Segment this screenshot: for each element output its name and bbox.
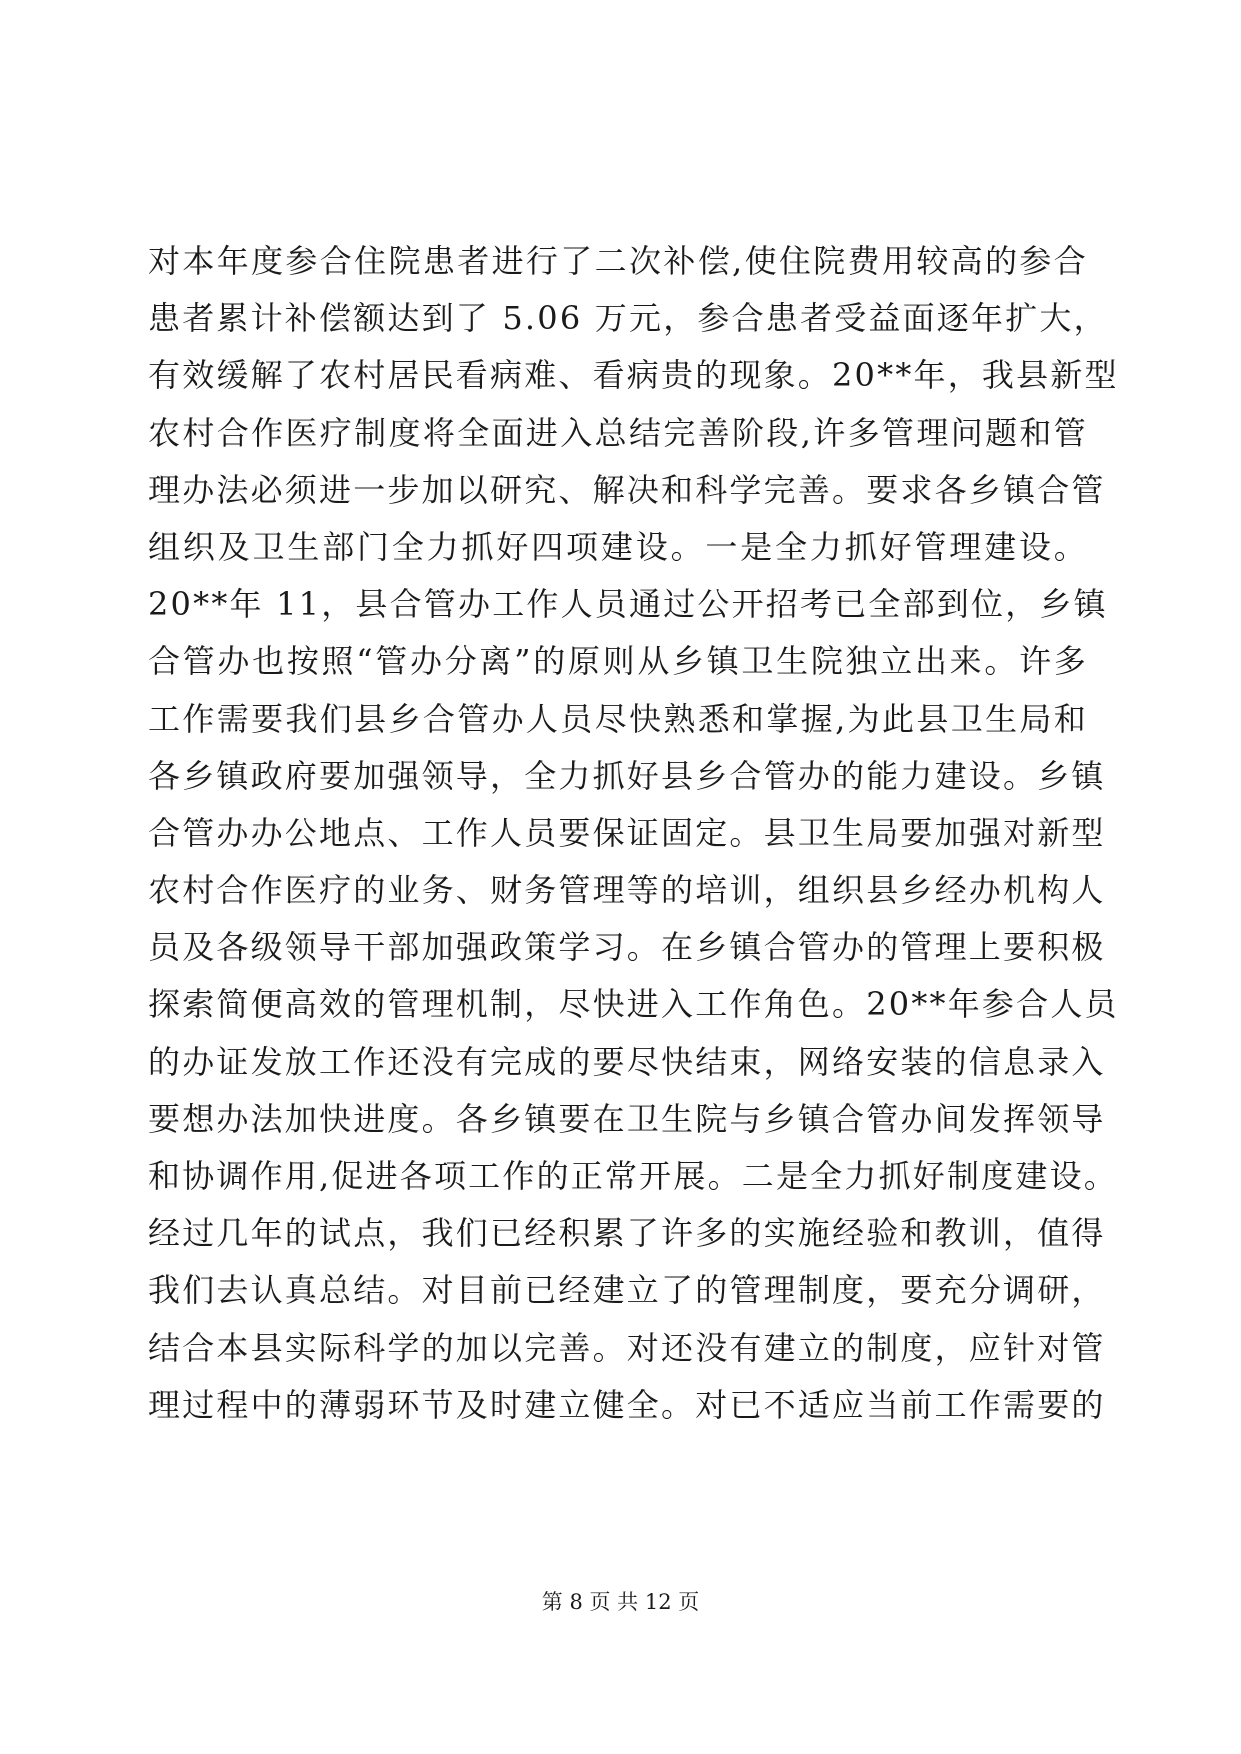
text-line: 合管办办公地点、工作人员要保证固定。县卫生局要加强对新型: [148, 813, 1106, 852]
text-line: 各乡镇政府要加强领导，全力抓好县乡合管办的能力建设。乡镇: [148, 756, 1106, 795]
text-line: 探索简便高效的管理机制，尽快进入工作角色。20**年参合人员: [148, 985, 1119, 1024]
text-line: 理过程中的薄弱环节及时建立健全。对已不适应当前工作需要的: [148, 1385, 1106, 1424]
text-line: 结合本县实际科学的加以完善。对还没有建立的制度，应针对管: [148, 1328, 1106, 1367]
text-line: 农村合作医疗制度将全面进入总结完善阶段,许多管理问题和管: [148, 413, 1088, 452]
text-line: 对本年度参合住院患者进行了二次补偿,使住院费用较高的参合: [148, 242, 1088, 280]
text-line: 经过几年的试点，我们已经积累了许多的实施经验和教训，值得: [148, 1214, 1106, 1253]
text-line: 我们去认真总结。对目前已经建立了的管理制度，要充分调研，: [148, 1271, 1106, 1310]
text-line: 要想办法加快进度。各乡镇要在卫生院与乡镇合管办间发挥领导: [148, 1099, 1106, 1138]
text-line: 和协调作用,促进各项工作的正常开展。二是全力抓好制度建设。: [148, 1157, 1118, 1195]
page-footer: [0, 1588, 1241, 1616]
text-line: 工作需要我们县乡合管办人员尽快熟悉和掌握,为此县卫生局和: [148, 699, 1088, 738]
text-line: 20**年 11，县合管办工作人员通过公开招考已全部到位，乡镇: [148, 585, 1108, 624]
text-line: 理办法必须进一步加以研究、解决和科学完善。要求各乡镇合管: [148, 470, 1106, 509]
page-number: 第 8 页 共 12 页: [541, 1590, 700, 1614]
text-line: 有效缓解了农村居民看病难、看病贵的现象。20**年，我县新型: [148, 356, 1119, 395]
text-line: 员及各级领导干部加强政策学习。在乡镇合管办的管理上要积极: [148, 928, 1106, 967]
text-line: 患者累计补偿额达到了 5.06 万元，参合患者受益面逐年扩大，: [148, 299, 1108, 338]
body-text: [148, 233, 1119, 1434]
text-line: 组织及卫生部门全力抓好四项建设。一是全力抓好管理建设。: [148, 527, 1088, 566]
text-line: 的办证发放工作还没有完成的要尽快结束，网络安装的信息录入: [148, 1042, 1106, 1081]
text-line: 合管办也按照“管办分离”的原则从乡镇卫生院独立出来。许多: [148, 642, 1088, 681]
text-line: 农村合作医疗的业务、财务管理等的培训，组织县乡经办机构人: [148, 871, 1106, 910]
